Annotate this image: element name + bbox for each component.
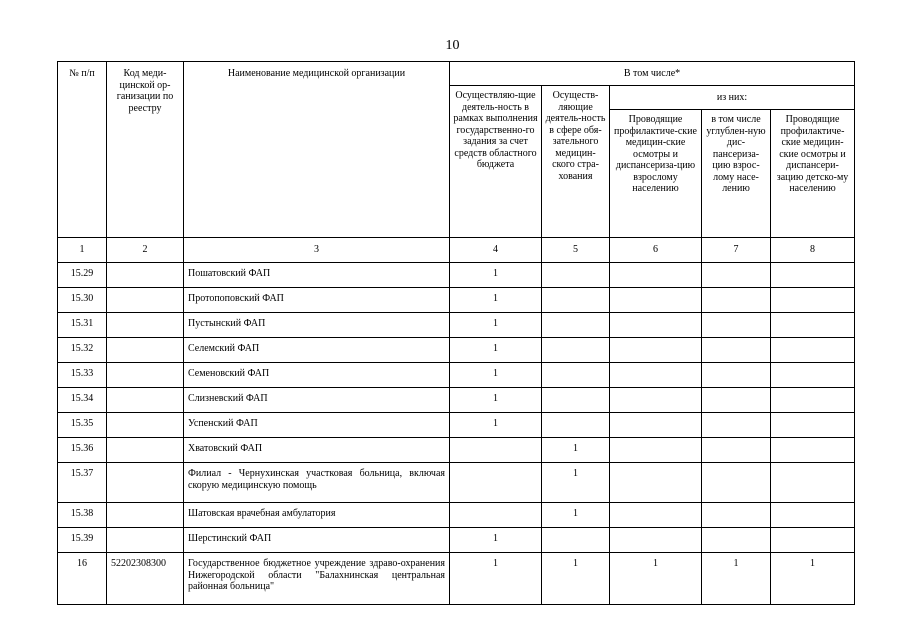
- organization-name: Государственное бюджетное учреждение здраво-охранения Нижегородской области "Балахнинская центральная районная больница": [184, 553, 450, 605]
- registry-code: [107, 503, 184, 528]
- cell-col4: [450, 463, 542, 503]
- registry-table: [57, 61, 855, 605]
- cell-col6: [610, 528, 702, 553]
- cell-col8: [771, 388, 855, 413]
- cell-col8: [771, 338, 855, 363]
- column-number-row: [58, 238, 855, 263]
- row-number: 15.38: [58, 503, 107, 528]
- column-number: 4: [450, 238, 542, 263]
- cell-col4: [450, 503, 542, 528]
- cell-col7: [702, 363, 771, 388]
- column-number: 5: [542, 238, 610, 263]
- organization-name: Семеновский ФАП: [184, 363, 450, 388]
- cell-col8: [771, 503, 855, 528]
- cell-col6: 1: [610, 553, 702, 605]
- column-number: 1: [58, 238, 107, 263]
- cell-col4: 1: [450, 313, 542, 338]
- cell-col4: 1: [450, 413, 542, 438]
- header-oms-activity: Осуществ-ляющие деятель-ность в сфере обя-зательного медицин-ского стра-хования: [542, 86, 610, 238]
- row-number: 15.37: [58, 463, 107, 503]
- cell-col5: [542, 263, 610, 288]
- organization-name: Хватовский ФАП: [184, 438, 450, 463]
- cell-col6: [610, 313, 702, 338]
- cell-col4: 1: [450, 288, 542, 313]
- cell-col8: [771, 363, 855, 388]
- registry-code: [107, 388, 184, 413]
- cell-col4: 1: [450, 338, 542, 363]
- cell-col7: [702, 413, 771, 438]
- column-number: 3: [184, 238, 450, 263]
- registry-code: 52202308300: [107, 553, 184, 605]
- row-number: 16: [58, 553, 107, 605]
- organization-name: Шерстинский ФАП: [184, 528, 450, 553]
- cell-col5: [542, 528, 610, 553]
- registry-code: [107, 338, 184, 363]
- column-number: 6: [610, 238, 702, 263]
- cell-col5: [542, 388, 610, 413]
- cell-col8: [771, 313, 855, 338]
- row-number: 15.30: [58, 288, 107, 313]
- cell-col7: [702, 438, 771, 463]
- cell-col8: [771, 463, 855, 503]
- cell-col8: [771, 288, 855, 313]
- header-child-checkups: Проводящие профилактиче-ские медицин-ские осмотры и диспансери-зацию детско-му населению: [771, 110, 855, 238]
- table-row: [58, 528, 855, 553]
- organization-name: Протопоповский ФАП: [184, 288, 450, 313]
- cell-col6: [610, 388, 702, 413]
- organization-name: Селемский ФАП: [184, 338, 450, 363]
- organization-name: Филиал - Чернухинская участковая больница, включая скорую медицинскую помощь: [184, 463, 450, 503]
- cell-col4: 1: [450, 553, 542, 605]
- header-of-them: из них:: [610, 86, 855, 110]
- cell-col7: [702, 463, 771, 503]
- table-row: [58, 413, 855, 438]
- header-organization-name: Наименование медицинской организации: [184, 62, 450, 238]
- organization-name: Шатовская врачебная амбулатория: [184, 503, 450, 528]
- header-state-assignment: Осуществляю-щие деятель-ность в рамках выполнения государственно-го задания за счет средств областного бюджета: [450, 86, 542, 238]
- cell-col5: 1: [542, 553, 610, 605]
- cell-col5: [542, 313, 610, 338]
- registry-code: [107, 263, 184, 288]
- cell-col7: [702, 503, 771, 528]
- cell-col5: [542, 288, 610, 313]
- table-row: [58, 463, 855, 503]
- cell-col5: [542, 363, 610, 388]
- cell-col7: [702, 528, 771, 553]
- header-in-depth-adult: в том числе углублен-ную дис-пансериза-цию взрос-лому насе-лению: [702, 110, 771, 238]
- header-row-number: № п/п: [58, 62, 107, 238]
- cell-col4: 1: [450, 263, 542, 288]
- table-row: [58, 553, 855, 605]
- row-number: 15.35: [58, 413, 107, 438]
- cell-col6: [610, 503, 702, 528]
- row-number: 15.33: [58, 363, 107, 388]
- cell-col6: [610, 463, 702, 503]
- cell-col4: [450, 438, 542, 463]
- header-adult-checkups: Проводящие профилактиче-ские медицин-ские осмотры и диспансериза-цию взрослому населению: [610, 110, 702, 238]
- cell-col7: [702, 388, 771, 413]
- table-row: [58, 338, 855, 363]
- cell-col7: [702, 338, 771, 363]
- column-number: 2: [107, 238, 184, 263]
- registry-code: [107, 528, 184, 553]
- row-number: 15.32: [58, 338, 107, 363]
- table-row: [58, 438, 855, 463]
- table-row: [58, 288, 855, 313]
- cell-col5: 1: [542, 503, 610, 528]
- cell-col8: [771, 413, 855, 438]
- header-including-group: В том числе*: [450, 62, 855, 86]
- cell-col4: 1: [450, 388, 542, 413]
- column-number: 8: [771, 238, 855, 263]
- row-number: 15.29: [58, 263, 107, 288]
- cell-col6: [610, 363, 702, 388]
- cell-col7: 1: [702, 553, 771, 605]
- registry-code: [107, 363, 184, 388]
- cell-col8: [771, 528, 855, 553]
- organization-name: Слизневский ФАП: [184, 388, 450, 413]
- cell-col6: [610, 288, 702, 313]
- page-number: 10: [445, 38, 460, 53]
- cell-col7: [702, 313, 771, 338]
- cell-col4: 1: [450, 528, 542, 553]
- organization-name: Пошатовский ФАП: [184, 263, 450, 288]
- registry-code: [107, 288, 184, 313]
- cell-col6: [610, 263, 702, 288]
- cell-col8: 1: [771, 553, 855, 605]
- registry-code: [107, 313, 184, 338]
- cell-col5: 1: [542, 463, 610, 503]
- cell-col8: [771, 263, 855, 288]
- cell-col6: [610, 338, 702, 363]
- organization-name: Успенский ФАП: [184, 413, 450, 438]
- cell-col5: [542, 413, 610, 438]
- cell-col4: 1: [450, 363, 542, 388]
- row-number: 15.31: [58, 313, 107, 338]
- cell-col6: [610, 413, 702, 438]
- table-row: [58, 503, 855, 528]
- table-row: [58, 313, 855, 338]
- cell-col6: [610, 438, 702, 463]
- row-number: 15.36: [58, 438, 107, 463]
- registry-code: [107, 463, 184, 503]
- cell-col7: [702, 263, 771, 288]
- row-number: 15.39: [58, 528, 107, 553]
- cell-col8: [771, 438, 855, 463]
- cell-col7: [702, 288, 771, 313]
- table-row: [58, 363, 855, 388]
- header-registry-code: Код меди-цинской ор-ганизации по реестру: [107, 62, 184, 238]
- organization-name: Пустынский ФАП: [184, 313, 450, 338]
- table-row: [58, 388, 855, 413]
- registry-code: [107, 438, 184, 463]
- registry-code: [107, 413, 184, 438]
- cell-col5: 1: [542, 438, 610, 463]
- cell-col5: [542, 338, 610, 363]
- column-number: 7: [702, 238, 771, 263]
- row-number: 15.34: [58, 388, 107, 413]
- table-row: [58, 263, 855, 288]
